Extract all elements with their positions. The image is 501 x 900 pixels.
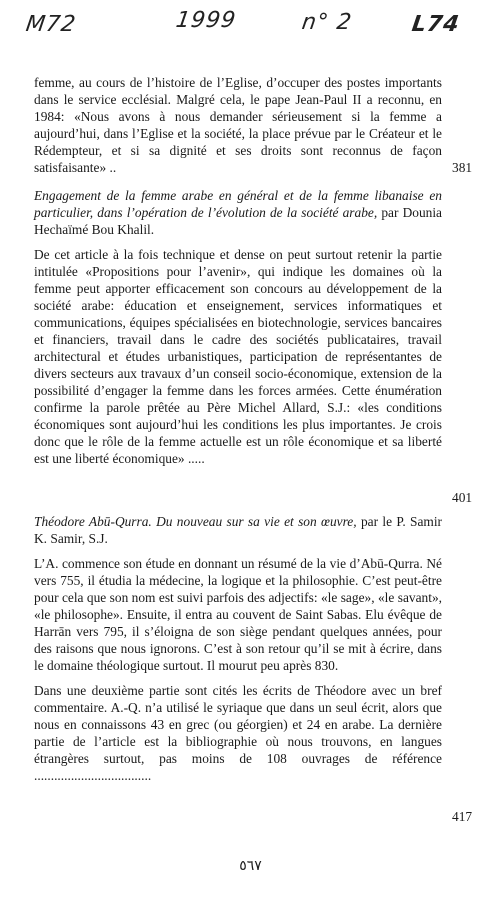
section-2-heading [34,187,442,238]
handwritten-annotation [0,6,501,56]
section-3-heading [34,513,442,547]
article-author: par le P. Samir K. Samir, S.J. [34,514,442,546]
handwritten-ref-d: L74 [410,12,462,37]
section-1-text [34,74,442,176]
section-2 [34,187,442,467]
page-ref-381: 381 [452,160,473,175]
article-title: Théodore Abū-Qurra. Du nouveau sur sa vie et son œuvre, [34,514,357,529]
article-title: Engagement de la femme arabe en général et de la femme libanaise en particulier, dans l’opération de l’évolution de la société arabe, [34,188,442,220]
handwritten-year: 1999 [174,8,238,33]
page-number-footer: ٥٦٧ [239,858,262,874]
leader-dots: ................................... [34,768,152,783]
handwritten-number: n° 2 [300,10,354,35]
leader-dots: ..... [184,451,205,466]
section-3-paragraph-2: Dans une deuxième partie sont cités les écrits de Théodore avec un bref commentaire. A.-Q. n’a utilisé le syriaque que dans un seul écrit, alors que nous en connaissons 43 en grec (ou géorgien) et 24 en arabe. La dernière partie de l’article est la bibliographie où nous trouvons, en langues étrangères surtout, pas moins de 108 ouvrages de référence ................................... [34,683,442,783]
handwritten-ref-a: M72 [24,12,78,37]
section-3 [34,513,442,784]
section-1-body: femme, au cours de l’histoire de l’Eglise, d’occuper des postes importants dans le service ecclésial. Malgré cela, le pape Jean-Paul II a reconnu, en 1984: «Nous avons à nous demander sérieusement si la femme a aujourd’hui, dans l’Eglise et la société, la place prévue par le Créateur et le Rédempteur, et si sa dignité et ses droits sont reconnus de façon satisfaisante» .. [34,75,442,175]
section-2-body: De cet article à la fois technique et dense on peut surtout retenir la partie intitulée «Propositions pour l’avenir», qui indique les domaines où la femme peut apporter efficacement son concours au développement de la société arabe: éducation et enseignement, services informatiques et communications, équipes spécialisées en biotechnologie, services bancaires et financiers, travail dans le cadre des sociétés publicataires, travail architectural et études urbanistiques, participation de représentantes de divers secteurs aux travaux d’un conseil socio-économique, extension de la possibilité d’engager la femme dans les forces armées. Cette énumération confirme la parole prêtée au Père Michel Allard, S.J.: «les conditions économiques sont aujourd’hui les conditions les plus importantes. Je crois donc que le rôle de la femme actuelle est un rôle économique et sa liberté est une liberté économique» ..... [34,247,442,466]
article-author: par Dounia Hechaïmé Bou Khalil. [34,205,442,237]
leader-dots: .. [106,160,117,175]
page-ref-401: 401 [452,490,473,505]
page-ref-417: 417 [452,809,473,824]
section-3-paragraph-1: L’A. commence son étude en donnant un résumé de la vie d’Abū-Qurra. Né vers 755, il étudia la médecine, la logique et la philosophie. C’est peut-être pour cela que son nom est suivi parfois des adjectifs: «le sage», «le savant», «le philosophe». Ensuite, il entra au couvent de Saint Sabas. Elu évêque de Harrān vers 795, il s’éloigna de son siège pendant quelques années, pour des raisons que nous ignorons. C’est à son retour qu’il se mit à écrire, dans le domaine théologique surtout. Il mourut peu après 830. [34,556,442,673]
